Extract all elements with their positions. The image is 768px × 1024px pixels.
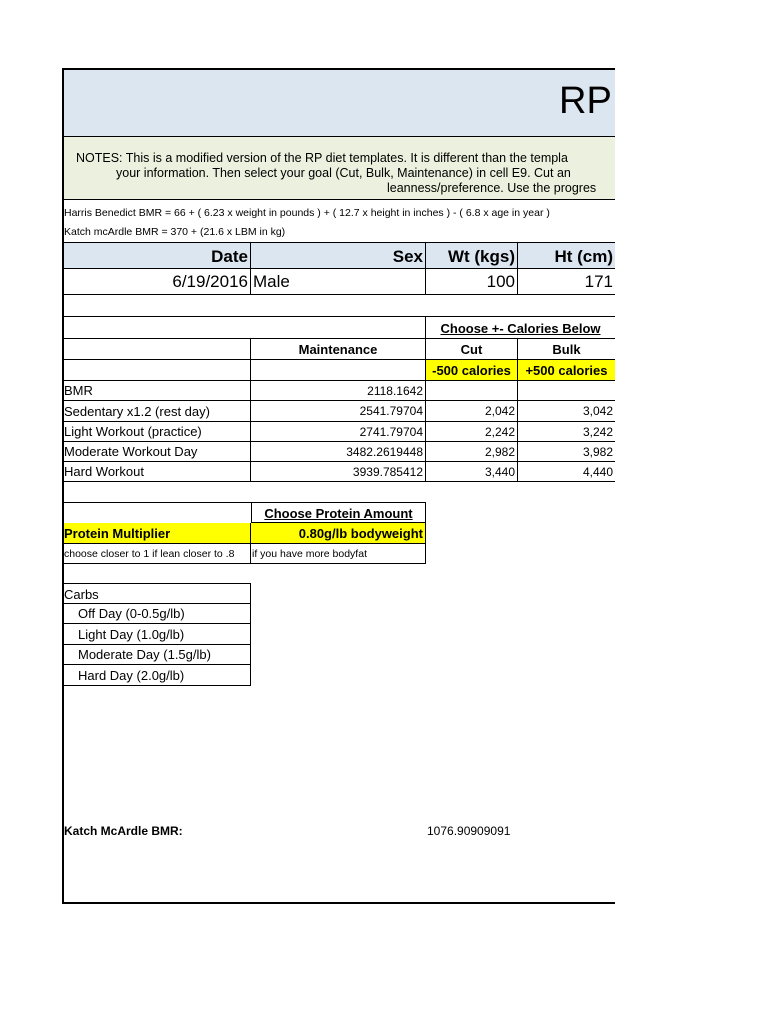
calorie-row-maintenance: 2541.79704 [251,401,426,422]
calorie-row-bulk: 3,042 [518,401,615,422]
height-value[interactable]: 171 [518,269,615,295]
protein-multiplier-value[interactable]: 0.80g/lb bodyweight [251,523,426,544]
notes-line-2: your information. Then select your goal (Cut, Bulk, Maintenance) in cell E9. Cut an [116,166,571,180]
calorie-row-maintenance: 2118.1642 [251,381,426,401]
calorie-row-bulk [518,381,615,401]
date-value[interactable]: 6/19/2016 [64,269,251,295]
carbs-header: Carbs [64,583,251,604]
katch-mcardle-formula: Katch mcArdle BMR = 370 + (21.6 x LBM in kg) [64,226,286,238]
calorie-row-label: Hard Workout [64,462,251,482]
protein-multiplier-label: Protein Multiplier [64,523,251,544]
blank-cell [64,482,251,503]
harris-benedict-formula: Harris Benedict BMR = 66 + ( 6.23 x weight in pounds ) + ( 12.7 x height in inches ) - ( 6.8 x age in year ) [64,207,550,219]
blank-cell [251,360,426,381]
calorie-row-label: Moderate Workout Day [64,442,251,462]
blank-cell [64,339,251,360]
cut-adjustment[interactable]: -500 calories [426,360,518,381]
calorie-row-cut: 2,982 [426,442,518,462]
calorie-row-label: BMR [64,381,251,401]
notes-line-3: leanness/preference. Use the progres [387,181,597,195]
carbs-item: Light Day (1.0g/lb) [64,624,251,645]
sex-header: Sex [251,242,426,269]
calories-blank-header [64,317,426,339]
sex-value[interactable]: Male [251,269,426,295]
calorie-row-bulk: 4,440 [518,462,615,482]
notes-band [64,137,615,200]
katch-result-label: Katch McArdle BMR: [64,824,183,838]
calorie-row-maintenance: 2741.79704 [251,422,426,442]
empty-row [64,295,615,317]
katch-result-value: 1076.90909091 [427,824,511,838]
title-band [64,70,615,137]
blank-cell [64,360,251,381]
maintenance-header: Maintenance [251,339,426,360]
carbs-item: Hard Day (2.0g/lb) [64,665,251,686]
height-header: Ht (cm) [518,242,615,269]
calorie-row-bulk: 3,242 [518,422,615,442]
protein-note-right: if you have more bodyfat [251,544,426,564]
calorie-row-bulk: 3,982 [518,442,615,462]
bulk-adjustment[interactable]: +500 calories [518,360,615,381]
choose-calories-label: Choose +- Calories Below [426,317,615,339]
calorie-row-cut: 2,042 [426,401,518,422]
calorie-row-maintenance: 3482.2619448 [251,442,426,462]
bulk-header: Bulk [518,339,615,360]
calorie-row-label: Sedentary x1.2 (rest day) [64,401,251,422]
calorie-row-cut [426,381,518,401]
date-header: Date [64,242,251,269]
spreadsheet [62,68,615,904]
calorie-row-maintenance: 3939.785412 [251,462,426,482]
calorie-row-cut: 3,440 [426,462,518,482]
carbs-item: Moderate Day (1.5g/lb) [64,645,251,665]
calorie-row-label: Light Workout (practice) [64,422,251,442]
carbs-item: Off Day (0-0.5g/lb) [64,604,251,624]
choose-protein-label: Choose Protein Amount [251,502,426,523]
notes-line-1: NOTES: This is a modified version of the RP diet templates. It is different than the templa [76,151,568,165]
protein-note-left: choose closer to 1 if lean closer to .8 [64,544,251,564]
weight-value[interactable]: 100 [426,269,518,295]
weight-header: Wt (kgs) [426,242,518,269]
sheet-title: RP [559,80,612,122]
calorie-row-cut: 2,242 [426,422,518,442]
cut-header: Cut [426,339,518,360]
